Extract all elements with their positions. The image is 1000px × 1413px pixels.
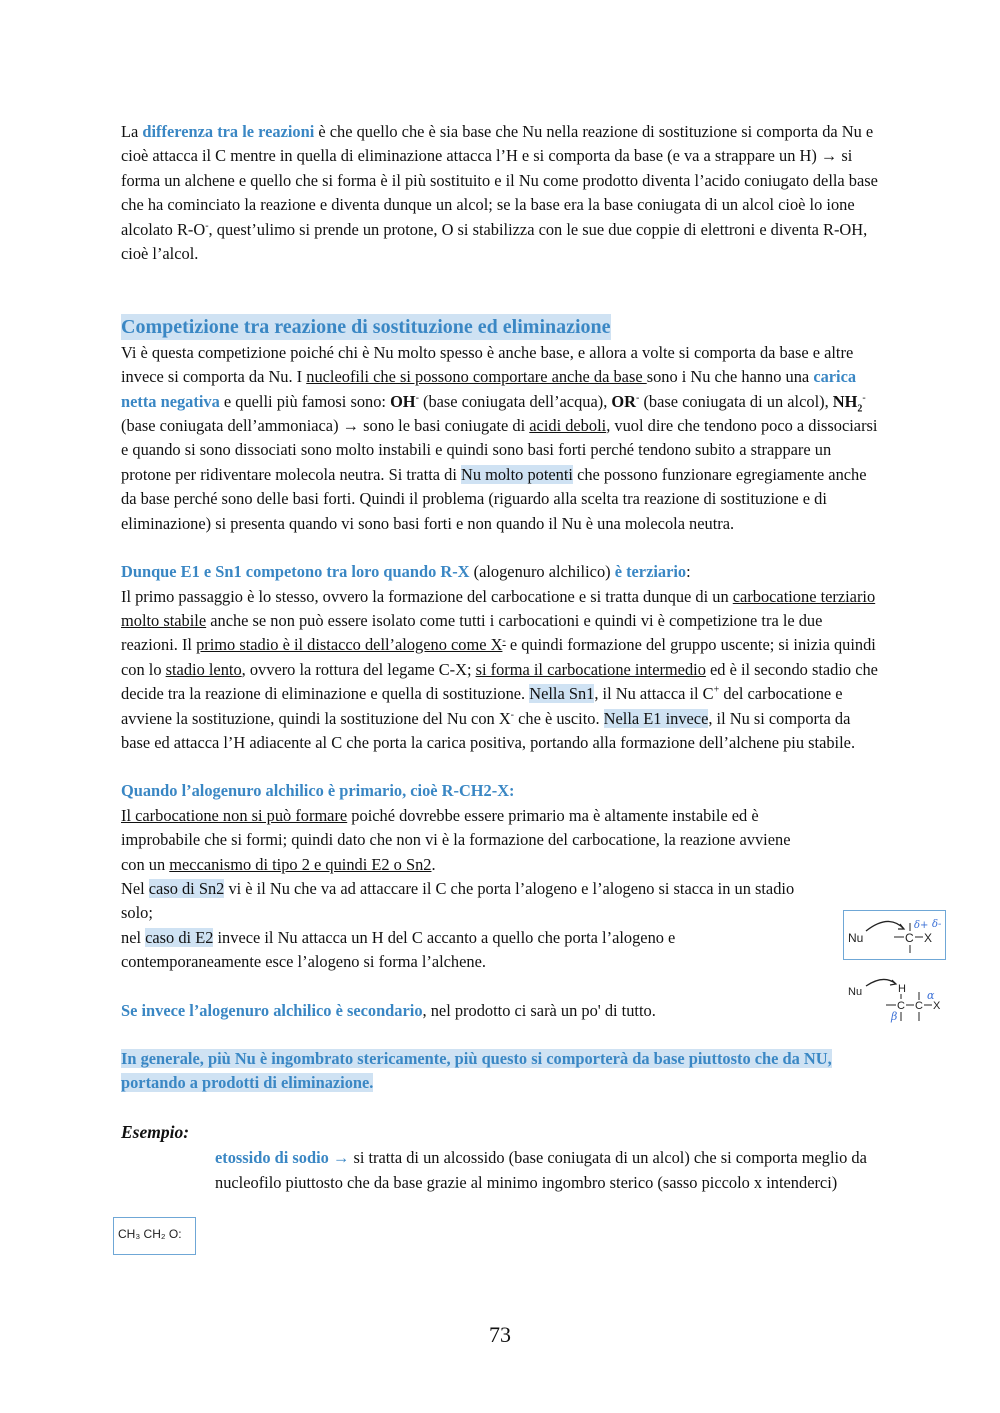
highlighted-text: Nu molto potenti (460, 464, 573, 484)
ethoxide-formula-box (113, 1217, 196, 1255)
svg-text:X: X (924, 931, 933, 945)
svg-text:Nu: Nu (848, 986, 863, 998)
underlined-text: stadio lento (165, 659, 242, 679)
term-highlight: etossido di sodio → (215, 1148, 350, 1168)
highlighted-text: caso di E2 (145, 927, 214, 947)
paragraph-sn2: Nel caso di Sn2 vi è il Nu che va ad attaccare il C che porta l’alogeno e l’alogeno si stacca in un stadio solo; (121, 878, 795, 923)
sn2-arrow-icon (844, 911, 945, 959)
sn2-mechanism-diagram (843, 910, 946, 960)
underlined-text: primo stadio è il distacco dell’alogeno come X (196, 635, 503, 655)
ethoxide-formula: CH₃ CH₂ O: (118, 1227, 182, 1241)
svg-text:C: C (905, 931, 914, 945)
svg-text:C: C (915, 1000, 923, 1012)
paragraph-secondary: Se invece l’alogenuro alchilico è secondario, nel prodotto ci sarà un po' di tutto. (121, 1000, 656, 1020)
section-heading: Competizione tra reazione di sostituzione ed eliminazione (121, 316, 611, 339)
underlined-text: nucleofili che si possono comportare anche da base (306, 367, 647, 387)
highlighted-statement: In generale, più Nu è ingombrato stericamente, più questo si comporterà da base piuttosto che da NU, portando a prodotti di eliminazione. (121, 1049, 832, 1093)
primary-column (121, 804, 813, 975)
paragraph-primary: Il carbocatione non si può formare poiché dovrebbe essere primario ma è altamente instabile ed è improbabile che si formi; quindi dato che non vi è la formazione del carbocatione, la reazione avviene con un meccanismo di tipo 2 e quindi E2 o Sn2. (121, 805, 791, 874)
formula-oh: OH (390, 391, 416, 411)
term-highlight: carica netta negativa (121, 367, 857, 411)
highlighted-text: Nella E1 invece (603, 708, 709, 728)
example-text: etossido di sodio → si tratta di un alcossido (base coniugata di un alcol) che si comporta meglio da nucleofilo piuttosto che da base grazie al minimo ingombro sterico (sasso piccolo x intenderci) (215, 1148, 867, 1192)
paragraph-primary-title: Quando l’alogenuro alchilico è primario, cioè R-CH2-X: (121, 781, 515, 801)
paragraph-e1-sn1-title: Dunque E1 e Sn1 competono tra loro quando R-X (alogenuro alchilico) è terziario: (121, 562, 691, 582)
paragraph-intro (121, 120, 883, 266)
text: La (121, 122, 143, 141)
text: , quest’ulimo si prende un protone, O si stabilizza con le sue due coppie di elettroni e diventa R-OH, cioè l’alcol. (121, 219, 868, 264)
example-title: Esempio: (121, 1121, 190, 1142)
svg-text:Nu: Nu (848, 931, 864, 945)
svg-text:δ+: δ+ (914, 920, 929, 931)
term-highlight: differenza tra le reazioni (142, 122, 315, 141)
svg-text:C: C (897, 1000, 905, 1012)
svg-text:X: X (933, 1000, 941, 1012)
underlined-text: carbocatione terziario molto stabile (121, 586, 876, 630)
svg-text:δ-: δ- (932, 919, 942, 930)
formula-or: OR (611, 391, 636, 411)
highlighted-text: Nella Sn1 (529, 684, 595, 704)
svg-text:H: H (898, 983, 906, 995)
page-number: 73 (489, 1322, 511, 1347)
paragraph-e2: nel caso di E2 invece il Nu attacca un H del C accanto a quello che porta l’alogeno e contemporaneamente esce l’alogeno si forma l’alchene. (121, 927, 676, 972)
svg-text:α: α (927, 989, 935, 1002)
text: è che quello che è sia base che Nu nella reazione di sostituzione si comporta da Nu e cioè attacca il C mentre in quella di eliminazione attacca l’H e si comporta da base (e va a strappare un H) → si forma un alchene e quello che si forma è il più sostituito e il Nu come prodotto diventa l’acido coniugato della base che ha cominciato la reazione e diventa dunque un alcol; se la base era la base coniugata di un alcol cioè lo ione alcolato R-O (121, 122, 878, 239)
paragraph-general (121, 1047, 883, 1096)
formula-nh2: NH (832, 391, 858, 411)
document-body (121, 120, 883, 1195)
superscript: - (205, 220, 209, 232)
e2-arrow-icon (844, 974, 945, 1025)
underlined-text: meccanismo di tipo 2 e quindi E2 o Sn2 (169, 854, 432, 874)
svg-text:β: β (891, 1010, 898, 1023)
underlined-text: Il carbocatione non si può formare (121, 805, 348, 825)
e2-mechanism-diagram (843, 973, 946, 1026)
underlined-text: acidi deboli (529, 416, 607, 436)
paragraph-e1-sn1: Il primo passaggio è lo stesso, ovvero la formazione del carbocatione e si tratta dunque di un carbocatione terziario molto stabile anche se non può essere isolato come tutti i carbocationi e quindi vi è competizione tra le due reazioni. Il primo stadio è il distacco dell’alogeno come X- e quindi formazione del gruppo uscente; si inizia quindi con lo stadio lento, ovvero la rottura del legame C-X; si forma il carbocatione intermedio ed è il secondo stadio che decide tra la reazione di eliminazione e quella di sostituzione. Nella Sn1, il Nu attacca il C+ del carbocatione e avviene la sostituzione, quindi la sostituzione del Nu con X- che è uscito. Nella E1 invece, il Nu si comporta da base ed attacca l’H adiacente al C che porta la carica positiva, portando alla formazione dell’alchene piu stabile. (121, 586, 878, 752)
paragraph-competition: Vi è questa competizione poiché chi è Nu molto spesso è anche base, e allora a volte si comporta da base e altre invece si comporta da Nu. I nucleofili che si possono comportare anche da base sono i Nu che hanno una carica netta negativa e quelli più famosi sono: OH- (base coniugata dell’acqua), OR- (base coniugata di un alcol), $NH_2^-$ (base coniugata dell’ammoniaca) → sono le basi coniugate di acidi deboli, vuol dire che tendono poco a dissociarsi e quando si sono dissociati sono molto instabili e quindi sono basi forti perché tendono subito a strappare un protone per ridiventare molecola neutra. Si tratta di Nu molto potenti che possono funzionare egregiamente anche da base perché sono delle basi forti. Quindi il problema (riguardo alla scelta tra reazione di sostituzione e di eliminazione) si presenta quando vi sono basi forti e non quando il Nu è una molecola neutra. (121, 342, 878, 533)
underlined-text: si forma il carbocatione intermedio (475, 659, 706, 679)
highlighted-text: caso di Sn2 (148, 878, 225, 898)
